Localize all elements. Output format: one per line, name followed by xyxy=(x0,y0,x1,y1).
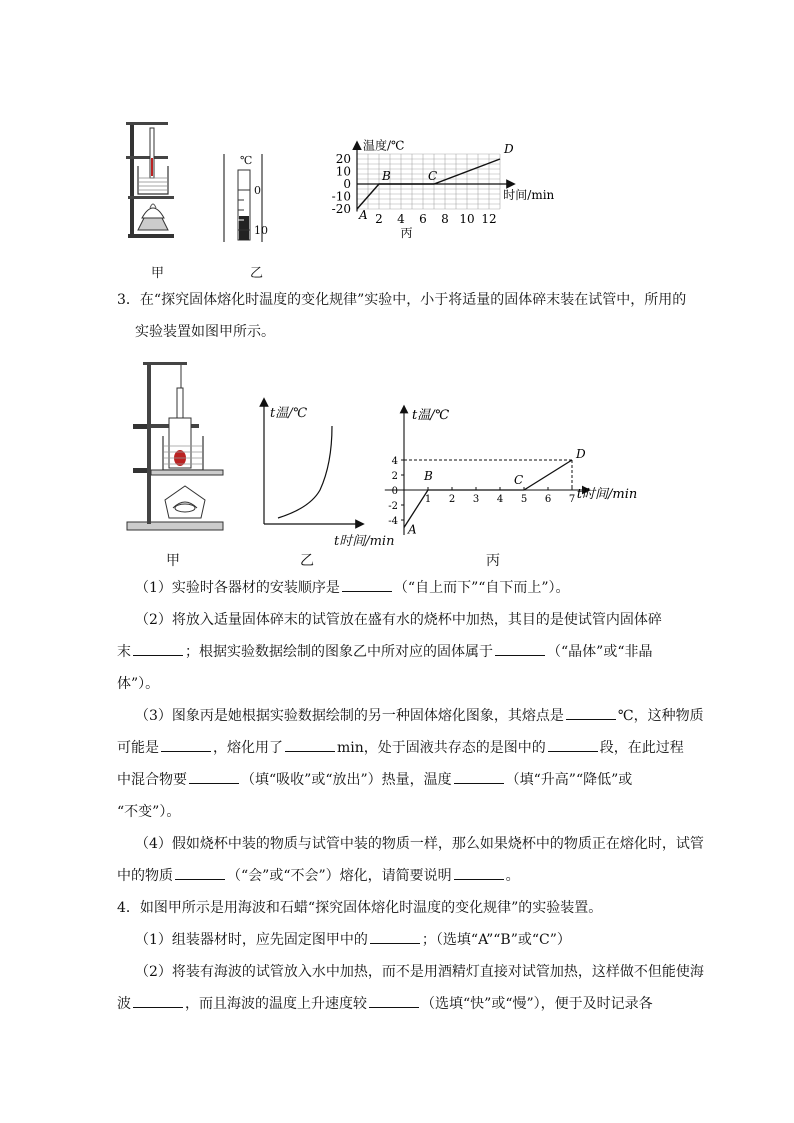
q3-s2-text-a: 末 xyxy=(117,644,131,660)
x-tick-label: 12 xyxy=(481,212,497,226)
q3-s3-text-e: min，处于固液共存态的是图中的 xyxy=(337,740,546,756)
x-tick-label: 8 xyxy=(441,212,449,226)
point-label-D: D xyxy=(576,447,586,461)
x-tick-label: 4 xyxy=(397,212,405,226)
point-label-C: C xyxy=(514,473,524,487)
x-tick-label: 2 xyxy=(375,212,383,226)
y-tick-label: 0 xyxy=(391,486,398,497)
q3-s2-line3: 体”）。 xyxy=(117,676,160,692)
y-tick-label: 2 xyxy=(391,471,398,482)
point-label-B: B xyxy=(424,469,433,483)
fig1-thermo-unit: ℃ xyxy=(240,154,253,167)
x-axis-label: 时间/min xyxy=(503,188,555,202)
q3-s3-blank-5[interactable] xyxy=(189,771,239,784)
q4-s1 xyxy=(135,930,571,950)
y-tick-label: -4 xyxy=(388,516,398,527)
x-tick-label: 4 xyxy=(496,494,504,505)
q3-s4-text-c: 。 xyxy=(505,868,520,884)
q3-s3-text-f: 段，在此过程 xyxy=(599,740,684,756)
q3-s2-text-c: （“晶体”或“非晶 xyxy=(547,644,653,660)
y-axis-label: t温/℃ xyxy=(412,408,450,423)
q3-s3-text-h: （填“吸收”或“放出”）热量，温度 xyxy=(241,772,452,788)
q3-fig-yi-ylabel: t温/℃ xyxy=(270,406,308,421)
point-label-C: C xyxy=(428,169,438,183)
q3-s3-line2 xyxy=(117,738,684,758)
q3-s3-blank-6[interactable] xyxy=(454,771,504,784)
y-axis-label: 温度/℃ xyxy=(363,138,405,153)
y-tick-label: 20 xyxy=(335,152,351,166)
y-tick-label: -2 xyxy=(388,501,398,512)
q3-intro-line1 xyxy=(117,290,686,310)
q3-s2-line2 xyxy=(117,642,652,662)
point-label-D: D xyxy=(504,142,514,156)
q3-s1-text: （1）实验时各器材的安装顺序是 xyxy=(135,580,340,596)
q4-intro xyxy=(117,898,602,918)
q3-s3-text-g: 中混合物要 xyxy=(117,772,187,788)
q3-s3-text-i: （填“升高”“降低”或 xyxy=(505,772,633,788)
q4-s2-blank-2[interactable] xyxy=(369,995,419,1008)
q4-s2-line1: （2）将装有海波的试管放入水中加热，而不是用酒精灯直接对试管加热，这样做不但能使海 xyxy=(135,964,704,980)
q4-s2-text-a: 波 xyxy=(117,996,131,1012)
fig1-caption-yi: 乙 xyxy=(250,266,264,281)
q3-apparatus-drawing xyxy=(125,358,225,534)
x-tick-label: 10 xyxy=(459,212,475,226)
q4-s2-line2 xyxy=(117,994,653,1014)
point-label-B: B xyxy=(382,169,391,183)
q3-caption-jia: 甲 xyxy=(166,553,180,569)
q3-s2-blank-1[interactable] xyxy=(133,643,183,656)
q3-s4-line2 xyxy=(117,866,520,886)
q3-s3-text-c: 可能是 xyxy=(117,740,159,756)
q4-intro-text: 如图甲所示是用海波和石蜡“探究固体熔化时温度的变化规律”的实验装置。 xyxy=(139,900,603,916)
x-tick-label: 2 xyxy=(448,494,456,505)
q3-s3-line3 xyxy=(117,770,632,790)
x-axis-label: t时间/min xyxy=(576,487,638,502)
q4-s2-text-b: ，而且海波的温度上升速度较 xyxy=(185,996,367,1012)
point-label-A: A xyxy=(359,208,368,222)
x-tick-label: 3 xyxy=(472,494,480,505)
q3-s2-text-b: ；根据实验数据绘制的图象乙中所对应的固体属于 xyxy=(185,644,493,660)
q3-s2-line1: （2）将放入适量固体碎末的试管放在盛有水的烧杯中加热，其目的是使试管内固体碎 xyxy=(135,612,662,628)
x-tick-label: 6 xyxy=(544,494,552,505)
q3-caption-yi: 乙 xyxy=(300,553,314,569)
fig1-thermo-tick-0: 0 xyxy=(254,184,261,197)
y-tick-label: 0 xyxy=(343,177,351,191)
q3-s3-line4: “不变”）。 xyxy=(117,804,181,820)
x-tick-label: 1 xyxy=(424,494,432,505)
q3-intro-line2: 实验装置如图甲所示。 xyxy=(135,324,275,340)
q3-s3-blank-3[interactable] xyxy=(285,739,335,752)
q3-s3-text-a: （3）图象丙是她根据实验数据绘制的另一种固体熔化图象，其熔点是 xyxy=(135,708,564,724)
x-tick-label: 7 xyxy=(568,494,576,505)
q4-s1-hint: ；（选填“A”“B”或“C”） xyxy=(421,932,571,948)
q3-fig-yi-xlabel: t时间/min xyxy=(334,534,395,549)
q3-s1-blank[interactable] xyxy=(342,579,392,592)
q3-s4-text-a: 中的物质 xyxy=(117,868,173,884)
q3-s1 xyxy=(135,578,570,598)
q4-s2-blank-1[interactable] xyxy=(133,995,183,1008)
q3-fig-bing-chart xyxy=(384,402,638,540)
x-tick-label: 5 xyxy=(520,494,528,505)
q4-number: 4． xyxy=(117,900,140,916)
q4-s2-text-c: （选填“快”或“慢”），便于及时记录各 xyxy=(421,996,653,1012)
q3-s4-text-b: （“会”或“不会”）熔化，请简要说明 xyxy=(227,868,452,884)
q3-caption-bing: 丙 xyxy=(486,553,500,569)
y-tick-label: 10 xyxy=(335,164,351,179)
q3-s4-blank-2[interactable] xyxy=(454,867,504,880)
fig1-thermo-tick-10: 10 xyxy=(254,224,268,237)
q4-s1-text: （1）组装器材时，应先固定图甲中的 xyxy=(135,932,368,948)
x-tick-label: 6 xyxy=(419,212,427,226)
q3-s3-blank-2[interactable] xyxy=(161,739,211,752)
q4-s1-blank[interactable] xyxy=(370,931,420,944)
point-label-A: A xyxy=(408,522,417,537)
q3-s3-text-d: ，熔化用了 xyxy=(213,740,283,756)
q3-s3-blank-1[interactable] xyxy=(566,707,616,720)
q3-s3-blank-4[interactable] xyxy=(548,739,598,752)
y-tick-label: 4 xyxy=(391,456,398,467)
fig1-caption-bing: 丙 xyxy=(400,226,413,240)
q3-intro-text: 在“探究固体熔化时温度的变化规律”实验中，小于将适量的固体碎末装在试管中，所用的 xyxy=(139,292,687,308)
q3-number: 3． xyxy=(117,292,140,308)
fig1-caption-jia: 甲 xyxy=(151,266,165,281)
q3-s4-line1: （4）假如烧杯中装的物质与试管中装的物质一样，那么如果烧杯中的物质正在熔化时，试管 xyxy=(135,836,704,852)
q3-s2-blank-2[interactable] xyxy=(495,643,545,656)
fig1-apparatus-drawing xyxy=(120,118,180,242)
q3-s3-line1 xyxy=(135,706,704,726)
fig1-chart xyxy=(320,96,560,280)
q3-s1-hint: （“自上而下”“自下而上”）。 xyxy=(393,580,570,596)
q3-s4-blank-1[interactable] xyxy=(175,867,225,880)
q3-s3-text-b: ℃，这种物质 xyxy=(617,708,704,724)
y-tick-label: -10 xyxy=(331,189,351,204)
y-tick-label: -20 xyxy=(331,202,351,216)
